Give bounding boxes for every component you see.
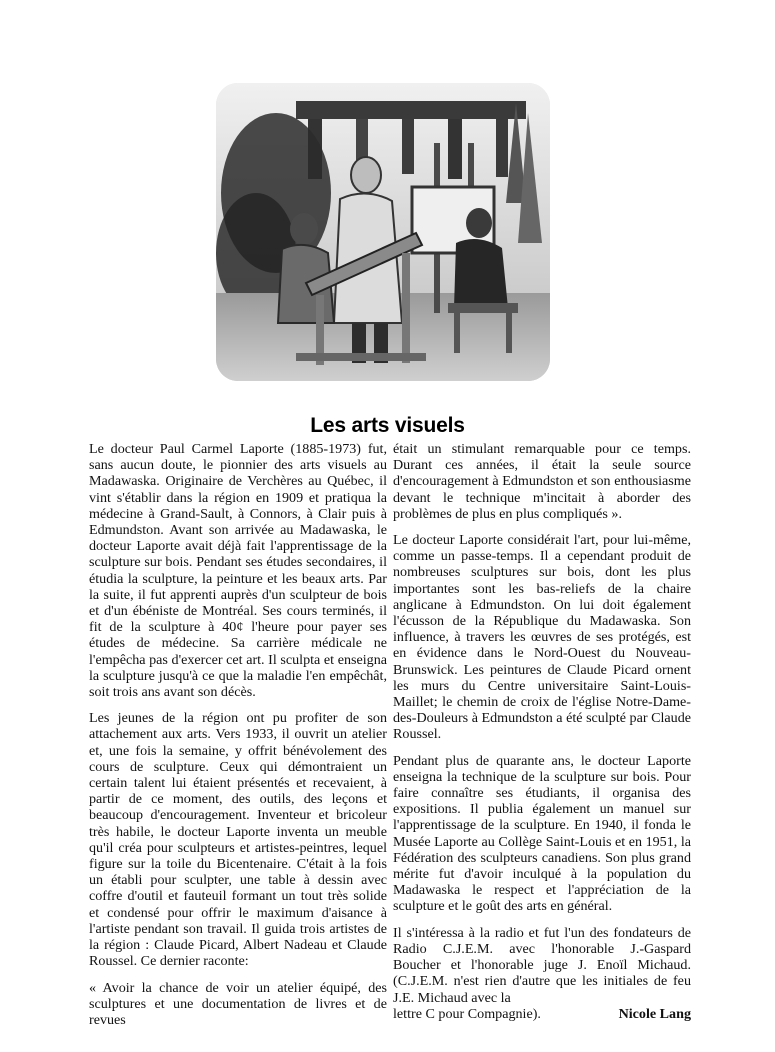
paragraph: était un stimulant remarquable pour ce temps. Durant ces années, il était la seule source d'encouragement à Edmundston et son enthousiasme devant le technique m'incitait à aborder des problèmes de plus en plus compliqués ». [393,441,691,522]
article-title: Les arts visuels [310,414,465,437]
right-column [393,441,691,1022]
paragraph: Il s'intéressa à la radio et fut l'un des fondateurs de Radio C.J.E.M. avec l'honorable J.-Gaspard Boucher et l'honorable juge J. Enoïl Michaud. (C.J.E.M. n'est rien d'autre que les initiales de feu J.E. Michaud avec la [393,924,691,1006]
illustration-artists-workshop [216,83,550,381]
paragraph: « Avoir la chance de voir un atelier équipé, des sculptures et une documentation de livres et de revues [89,979,387,1028]
author-signature: Nicole Lang [618,1005,691,1022]
paragraph: Le docteur Paul Carmel Laporte (1885-1973) fut, sans aucun doute, le pionnier des arts visuels au Madawaska. Originaire de Verchères au Québec, il vint s'établir dans la région en 1909 et pratiqua la médecine à Grand-Sault, à Connors, à Clair puis à Edmundston. Avant son arrivée au Madawaska, le docteur Laporte avait déjà fait l'apprentissage de la sculpture sur bois. Pendant ses études secondaires, il étudia la sculpture, la peinture et les beaux arts. Par la suite, il fut apprenti auprès d'un sculpteur de bois et d'un ébéniste de Montréal. Ses cours terminés, il fit de la sculpture à 40¢ l'heure pour payer ses études de médecine. Sa carrière médicale ne l'empêcha pas d'exercer cet art. Il sculpta et enseigna la sculpture jusqu'à ce que la maladie l'en empêchât, soit trois ans avant son décès. [89,441,387,701]
closing-line [393,1006,691,1022]
left-column [89,441,387,1028]
illustration-drawing [216,83,550,381]
paragraph: Le docteur Laporte considérait l'art, pour lui-même, comme un passe-temps. Il a cependant produit de nombreuses sculptures sur bois, dont les plus importantes sont les bas-reliefs de la chaire anglicane à Edmundston. On lui doit également l'écusson de la République du Madawaska. Son influence, à travers les œuvres de ses protégés, est en évidence dans le Nord-Ouest du Nouveau-Brunswick. Les peintures de Claude Picard ornent les murs du Centre universitaire Saint-Louis-Maillet; le chemin de croix de l'église Notre-Dame-des-Douleurs à Edmundston a été sculpté par Claude Roussel. [393,532,691,743]
paragraph: Pendant plus de quarante ans, le docteur Laporte enseigna la technique de la sculpture sur bois. Pour faire connaître ses étudiants, il organisa des expositions. Il publia également un manuel sur l'apprentissage de la sculpture. En 1940, il fonda le Musée Laporte au Collège Saint-Louis et en 1951, la Fédération des sculpteurs canadiens. Son plus grand mérite fut d'avoir inculqué à la population du Madawaska le respect et l'appréciation de la sculpture et le goût des arts en général. [393,752,691,915]
paragraph-end: lettre C pour Compagnie). [393,1005,541,1022]
paragraph: Les jeunes de la région ont pu profiter de son attachement aux arts. Vers 1933, il ouvrit un atelier et, une fois la semaine, y offrit bénévolement des cours de sculpture. Ceux qui démontraient un certain talent lui étaient présentés et recevaient, à partir de ce moment, des outils, des leçons et beaucoup d'encouragement. Inventeur et bricoleur très habile, le docteur Laporte inventa un meuble qu'il créa pour sculpteurs et artistes-peintres, lequel figure sur la toile du Bicentenaire. C'était à la fois un établi pour sculpter, une table à dessin avec coffre d'outil et fauteuil formant un tout très solide et condensé pour offrir le maximum d'aisance à l'artiste pendant son travail. Il guida trois artistes de la région : Claude Picard, Albert Nadeau et Claude Roussel. Ce dernier raconte: [89,710,387,970]
